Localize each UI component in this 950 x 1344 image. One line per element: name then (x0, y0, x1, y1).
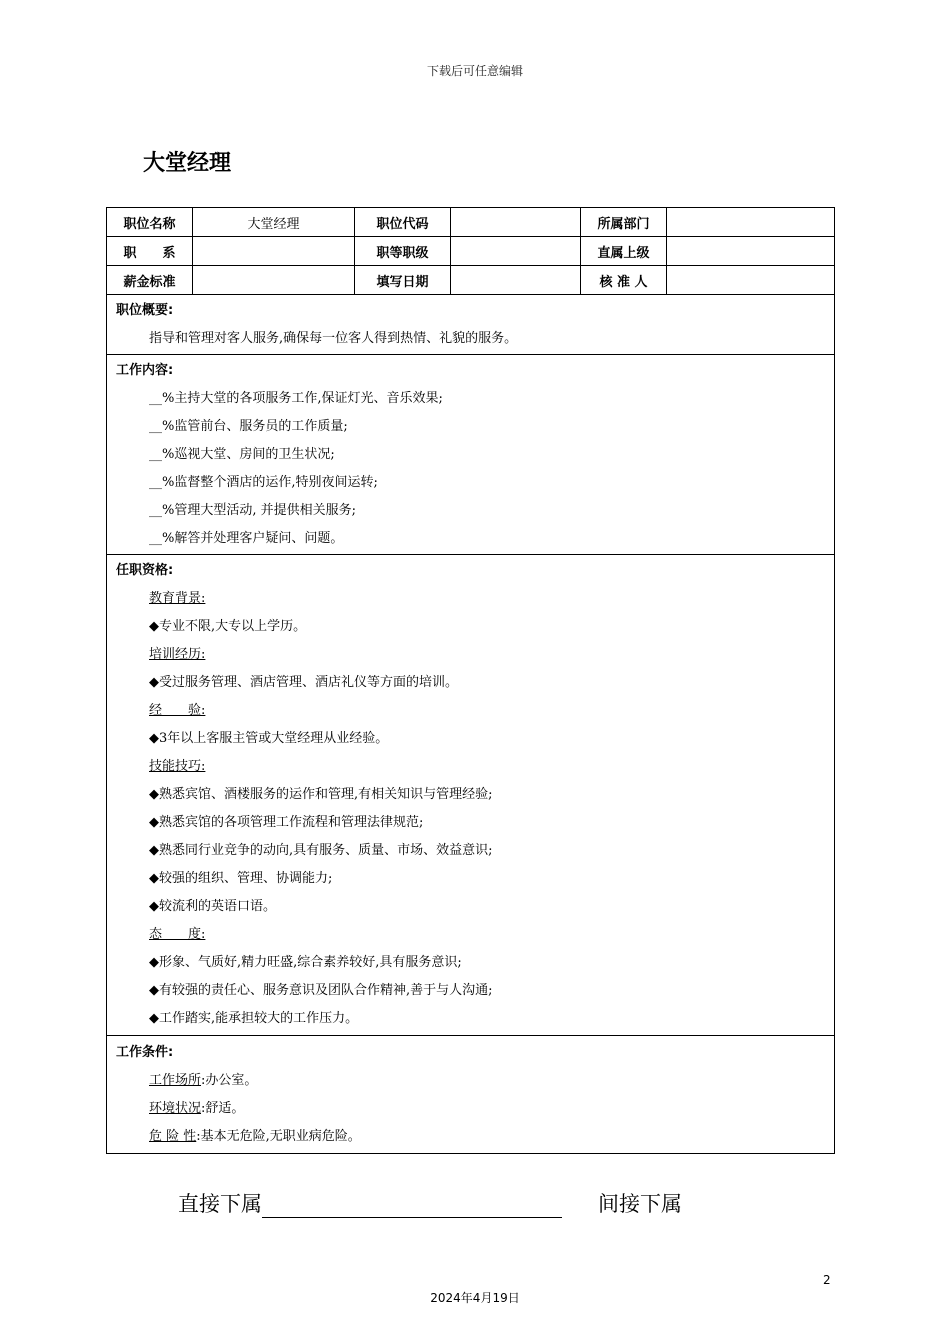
list-item: ◆熟悉宾馆、酒楼服务的运作和管理,有相关知识与管理经验; (149, 787, 493, 802)
list-item: ◆熟悉宾馆的各项管理工作流程和管理法律规范; (149, 815, 424, 830)
list-item: __%管理大型活动, 并提供相关服务; (149, 502, 356, 518)
summary-heading: 职位概要: (116, 302, 174, 318)
table-row (107, 266, 835, 295)
place-label: 工作场所 (149, 1072, 202, 1088)
indirect-subordinates-label: 间接下属 (598, 1192, 682, 1216)
value-department (667, 208, 835, 237)
section-conditions (107, 1036, 835, 1154)
label-department: 所属部门 (581, 208, 667, 237)
attitude-label: 态 度: (149, 927, 206, 942)
conditions-heading: 工作条件: (116, 1044, 174, 1060)
list-item: ◆专业不限,大专以上学历。 (149, 619, 307, 634)
direct-subordinates-blank (262, 1195, 562, 1218)
value-job-family (193, 237, 355, 266)
duties-heading: 工作内容: (116, 362, 174, 378)
list-item: ◆熟悉同行业竞争的动向,具有服务、质量、市场、效益意识; (149, 843, 493, 858)
list-item: ◆有较强的责任心、服务意识及团队合作精神,善于与人沟通; (149, 983, 493, 998)
environment-value: :舒适。 (201, 1100, 245, 1116)
section-summary (107, 295, 835, 355)
list-item: __%解答并处理客户疑问、问题。 (149, 530, 344, 546)
label-position-code: 职位代码 (355, 208, 451, 237)
label-grade: 职等职级 (355, 237, 451, 266)
section-qualifications (107, 555, 835, 1036)
list-item: __%巡视大堂、房间的卫生状况; (149, 446, 335, 462)
table-row (107, 208, 835, 237)
list-item: __%监管前台、服务员的工作质量; (149, 418, 348, 434)
footer-date: 2024年4月19日 (430, 1291, 520, 1305)
list-item: ◆较流利的英语口语。 (149, 899, 276, 914)
list-item: ◆3年以上客服主管或大堂经理从业经验。 (149, 731, 389, 746)
list-item: ◆受过服务管理、酒店管理、酒店礼仪等方面的培训。 (149, 675, 458, 690)
label-job-family: 职 系 (107, 237, 193, 266)
direct-subordinates-label: 直接下属 (178, 1192, 262, 1216)
skills-label: 技能技巧: (149, 759, 206, 774)
label-approver: 核 准 人 (581, 266, 667, 295)
list-item: ◆工作踏实,能承担较大的工作压力。 (149, 1011, 359, 1026)
value-position-code (451, 208, 581, 237)
value-approver (667, 266, 835, 295)
summary-text: 指导和管理对客人服务,确保每一位客人得到热情、礼貌的服务。 (149, 330, 518, 346)
qualifications-heading: 任职资格: (116, 563, 174, 578)
page-number: 2 (823, 1273, 831, 1287)
value-salary (193, 266, 355, 295)
label-salary: 薪金标准 (107, 266, 193, 295)
list-item: ◆形象、气质好,精力旺盛,综合素养较好,具有服务意识; (149, 955, 462, 970)
subordinates-line (178, 1188, 682, 1218)
education-label: 教育背景: (149, 591, 206, 606)
place-value: :办公室。 (201, 1072, 258, 1088)
job-description-table (106, 207, 835, 1154)
value-supervisor (667, 237, 835, 266)
value-position-name: 大堂经理 (193, 208, 355, 237)
label-supervisor: 直属上级 (581, 237, 667, 266)
risk-value: :基本无危险,无职业病危险。 (196, 1128, 361, 1144)
value-grade (451, 237, 581, 266)
experience-label: 经 验: (149, 703, 206, 718)
list-item: __%主持大堂的各项服务工作,保证灯光、音乐效果; (149, 390, 443, 406)
header-note: 下载后可任意编辑 (426, 64, 523, 78)
environment-label: 环境状况 (149, 1100, 202, 1116)
table-row (107, 237, 835, 266)
section-duties (107, 355, 835, 555)
list-item: ◆较强的组织、管理、协调能力; (149, 871, 333, 886)
list-item: __%监督整个酒店的运作,特别夜间运转; (149, 474, 378, 490)
risk-label: 危 险 性 (149, 1128, 197, 1144)
page-title: 大堂经理 (143, 151, 232, 176)
value-fill-date (451, 266, 581, 295)
label-fill-date: 填写日期 (355, 266, 451, 295)
training-label: 培训经历: (149, 647, 206, 662)
label-position-name: 职位名称 (107, 208, 193, 237)
